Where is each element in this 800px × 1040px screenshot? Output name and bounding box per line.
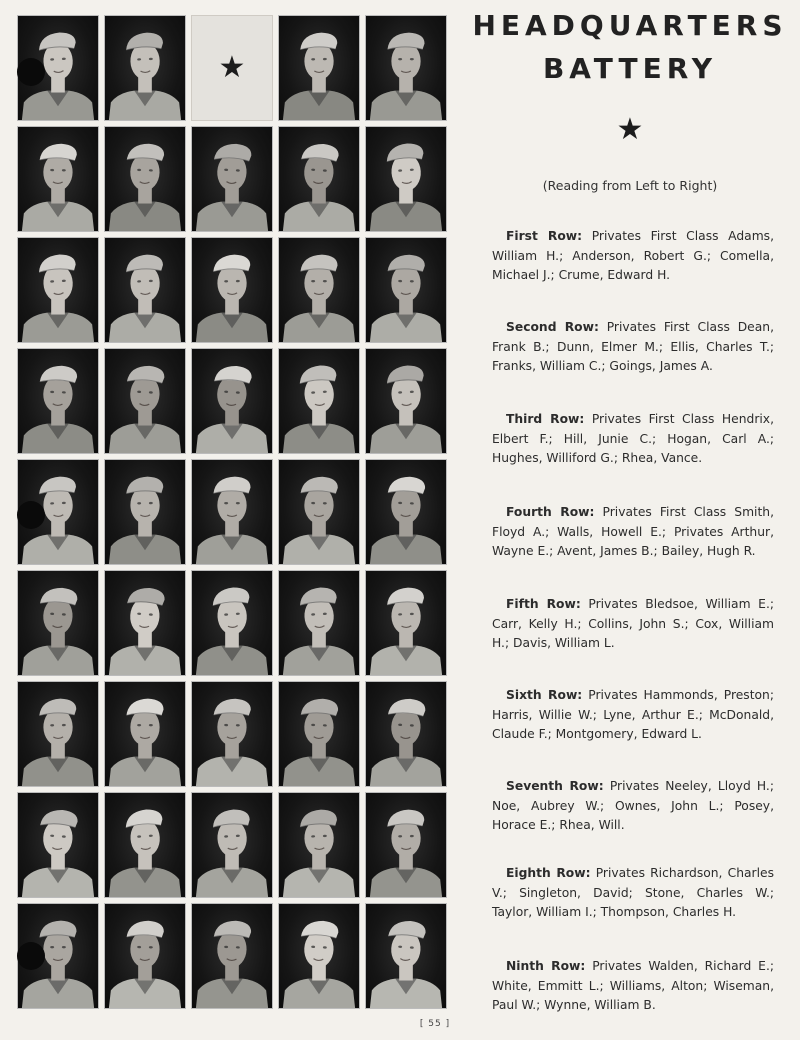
star-icon: ★: [218, 50, 246, 85]
binder-hole: [17, 58, 45, 86]
portrait-photo: [365, 792, 447, 898]
caption-row-label: Eighth Row:: [506, 866, 591, 880]
caption-row-1: [492, 227, 774, 286]
portrait-photo: [278, 348, 360, 454]
portrait-photo: [191, 348, 273, 454]
portrait-photo: [278, 15, 360, 121]
caption-row-names: Privates Hammonds, Preston; Harris, Willie W.; Lyne, Arthur E.; McDonald, Claude F.; Montgomery, Edward L.: [492, 688, 774, 741]
portrait-photo: [17, 126, 99, 232]
caption-row-4: [492, 503, 774, 562]
caption-row-label: Third Row:: [506, 412, 585, 426]
caption-row-names: Privates First Class Dean, Frank B.; Dunn, Elmer M.; Ellis, Charles T.; Franks, William C.; Goings, James A.: [492, 320, 774, 373]
caption-row-label: Ninth Row:: [506, 959, 586, 973]
caption-row-label: First Row:: [506, 229, 583, 243]
caption-row-label: Second Row:: [506, 320, 599, 334]
caption-row-names: Privates First Class Adams, William H.; Anderson, Robert G.; Comella, Michael J.; Crume, Edward H.: [492, 229, 774, 282]
portrait-photo: [278, 792, 360, 898]
portrait-photo: [365, 237, 447, 343]
portrait-photo: [104, 903, 186, 1009]
portrait-photo: [278, 459, 360, 565]
portrait-photo: [17, 792, 99, 898]
reading-note: (Reading from Left to Right): [542, 178, 718, 193]
caption-row-names: Privates Richardson, Charles V.; Singleton, David; Stone, Charles W.; Taylor, William I.; Thompson, Charles H.: [492, 866, 774, 919]
caption-row-names: Privates First Class Smith, Floyd A.; Walls, Howell E.; Privates Arthur, Wayne E.; Avent, James B.; Bailey, Hugh R.: [492, 505, 774, 558]
portrait-photo: [365, 126, 447, 232]
portrait-photo: [278, 681, 360, 787]
portrait-photo: [104, 792, 186, 898]
portrait-photo: [104, 126, 186, 232]
portrait-grid: [17, 15, 451, 1011]
portrait-photo: [191, 903, 273, 1009]
portrait-photo: [365, 681, 447, 787]
portrait-photo: [278, 126, 360, 232]
caption-row-names: Privates Neeley, Lloyd H.; Noe, Aubrey W.; Ownes, John L.; Posey, Horace E.; Rhea, Will.: [492, 779, 774, 832]
portrait-photo: [104, 237, 186, 343]
binder-hole: [17, 501, 45, 529]
portrait-photo: [191, 126, 273, 232]
caption-row-names: Privates First Class Hendrix, Elbert F.; Hill, Junie C.; Hogan, Carl A.; Hughes, Williford G.; Rhea, Vance.: [492, 412, 774, 465]
portrait-photo: [104, 15, 186, 121]
caption-row-names: Privates Walden, Richard E.; White, Emmitt L.; Williams, Alton; Wiseman, Paul W.; Wynne, William B.: [492, 959, 774, 1012]
caption-row-label: Fifth Row:: [506, 597, 581, 611]
portrait-photo: [191, 792, 273, 898]
caption-row-names: Privates Bledsoe, William E.; Carr, Kelly H.; Collins, John S.; Cox, William H.; Davis, William L.: [492, 597, 774, 650]
portrait-photo: [365, 15, 447, 121]
portrait-photo: [17, 681, 99, 787]
portrait-photo: [104, 681, 186, 787]
portrait-photo: [191, 681, 273, 787]
portrait-photo: [17, 570, 99, 676]
caption-row-8: [492, 864, 774, 923]
portrait-photo: [278, 570, 360, 676]
page-number: [ 55 ]: [419, 1019, 451, 1029]
caption-row-label: Fourth Row:: [506, 505, 595, 519]
portrait-photo: [278, 903, 360, 1009]
portrait-photo: [104, 348, 186, 454]
caption-row-2: [492, 318, 774, 377]
page-title-line-1: HEADQUARTERS: [472, 9, 788, 42]
portrait-photo: [278, 237, 360, 343]
portrait-photo: [191, 459, 273, 565]
star-icon: ★: [616, 112, 644, 147]
portrait-photo: [365, 348, 447, 454]
caption-row-5: [492, 595, 774, 654]
caption-row-7: [492, 777, 774, 836]
page-title-line-2: BATTERY: [542, 52, 718, 85]
portrait-photo: [17, 237, 99, 343]
portrait-photo: [17, 348, 99, 454]
caption-row-label: Seventh Row:: [506, 779, 604, 793]
portrait-photo: [365, 903, 447, 1009]
portrait-photo: [365, 570, 447, 676]
portrait-photo: [191, 237, 273, 343]
binder-hole: [17, 942, 45, 970]
portrait-photo: [365, 459, 447, 565]
portrait-photo: [104, 459, 186, 565]
portrait-photo: [104, 570, 186, 676]
caption-row-9: [492, 957, 774, 1016]
caption-row-6: [492, 686, 774, 745]
portrait-photo: [191, 570, 273, 676]
star-cell: [191, 15, 273, 121]
caption-row-label: Sixth Row:: [506, 688, 583, 702]
caption-row-3: [492, 410, 774, 469]
